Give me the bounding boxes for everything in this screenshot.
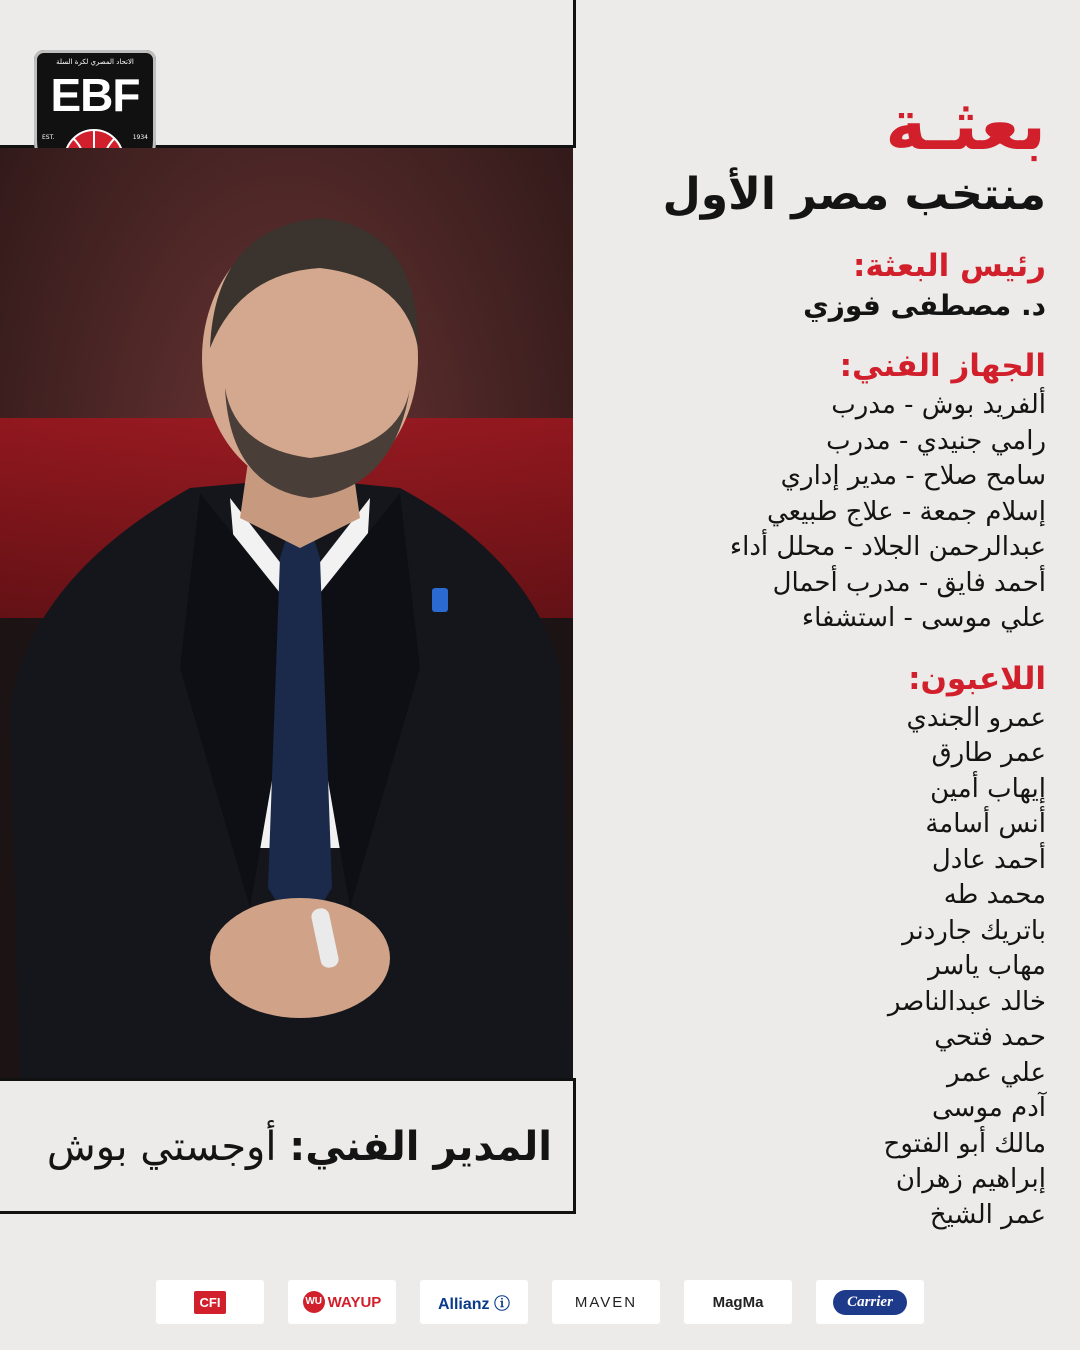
- sponsor-cfi-logo: [156, 1280, 264, 1324]
- page-title: بعثـة: [885, 84, 1046, 166]
- sponsor-maven-text: MAVEN: [574, 1293, 638, 1311]
- frame-line-caption-bottom: [0, 1211, 576, 1214]
- player-name: خالد عبدالناصر: [887, 986, 1046, 1017]
- head-of-delegation-name: د. مصطفى فوزي: [803, 289, 1046, 322]
- logo-est: EST.: [42, 134, 55, 141]
- logo-letters: EBF: [50, 69, 140, 121]
- player-name: مالك أبو الفتوح: [883, 1128, 1046, 1159]
- sponsor-magma-logo: [684, 1280, 792, 1324]
- player-name: حمد فتحي: [934, 1022, 1046, 1052]
- staff-member: ألفريد بوش - مدرب: [831, 390, 1046, 420]
- sponsor-magma-text: MagMa: [712, 1293, 764, 1311]
- delegation-panel: [576, 82, 1046, 1233]
- player-name: مهاب ياسر: [928, 951, 1046, 981]
- technical-staff-list: [576, 388, 1046, 637]
- sponsor-strip: [156, 1280, 924, 1325]
- coach-photo: [0, 148, 573, 1078]
- sponsor-allianz-logo: [420, 1280, 528, 1324]
- players-label: اللاعبون:: [908, 660, 1046, 697]
- sponsor-carrier-logo: [816, 1280, 924, 1324]
- player-name: إيهاب أمين: [930, 773, 1046, 804]
- coach-role-label: المدير الفني:: [289, 1124, 552, 1170]
- sponsor-wayup-text: WAYUP: [327, 1293, 382, 1311]
- technical-staff-label: الجهاز الفني:: [839, 348, 1046, 384]
- staff-member: عبدالرحمن الجلاد - محلل أداء: [729, 532, 1046, 562]
- staff-member: رامي جنيدي - مدرب: [826, 425, 1046, 456]
- frame-line-caption-top: [0, 1078, 576, 1081]
- players-list: [576, 701, 1046, 1234]
- sponsor-maven-logo: [552, 1280, 660, 1324]
- player-name: أنس أسامة: [925, 809, 1046, 839]
- player-name: آدم موسى: [932, 1093, 1046, 1123]
- staff-member: سامح صلاح - مدير إداري: [780, 461, 1046, 491]
- player-name: عمر الشيخ: [929, 1199, 1046, 1230]
- head-of-delegation-label: رئيس البعثة:: [852, 248, 1046, 284]
- player-name: أحمد عادل: [931, 844, 1046, 875]
- player-name: علي عمر: [947, 1057, 1046, 1088]
- logo-year: 1934: [132, 134, 148, 141]
- staff-member: إسلام جمعة - علاج طبيعي: [766, 496, 1046, 527]
- staff-member: أحمد فايق - مدرب أحمال: [772, 567, 1046, 598]
- coach-name: أوجستي بوش: [46, 1124, 277, 1170]
- player-name: محمد طه: [943, 880, 1046, 910]
- sponsor-allianz-text: Allianz ⓘ: [437, 1295, 510, 1313]
- player-name: عمرو الجندي: [906, 702, 1046, 733]
- logo-arabic-text: الاتحاد المصري لكرة السلة: [56, 58, 134, 66]
- page-subtitle: منتخب مصر الأول: [662, 169, 1046, 220]
- coach-portrait-illustration: [0, 148, 573, 1078]
- wayup-badge-icon: WU: [303, 1291, 325, 1313]
- sponsor-carrier-text: Carrier: [833, 1290, 907, 1315]
- staff-member: علي موسى - استشفاء: [801, 603, 1046, 633]
- player-name: إبراهيم زهران: [895, 1164, 1046, 1194]
- player-name: عمر طارق: [931, 738, 1046, 768]
- sponsor-cfi-text: CFI: [194, 1291, 227, 1314]
- player-name: باتريك جاردنر: [902, 915, 1046, 946]
- coach-caption: [40, 1112, 552, 1182]
- sponsor-wayup-logo: [288, 1280, 396, 1324]
